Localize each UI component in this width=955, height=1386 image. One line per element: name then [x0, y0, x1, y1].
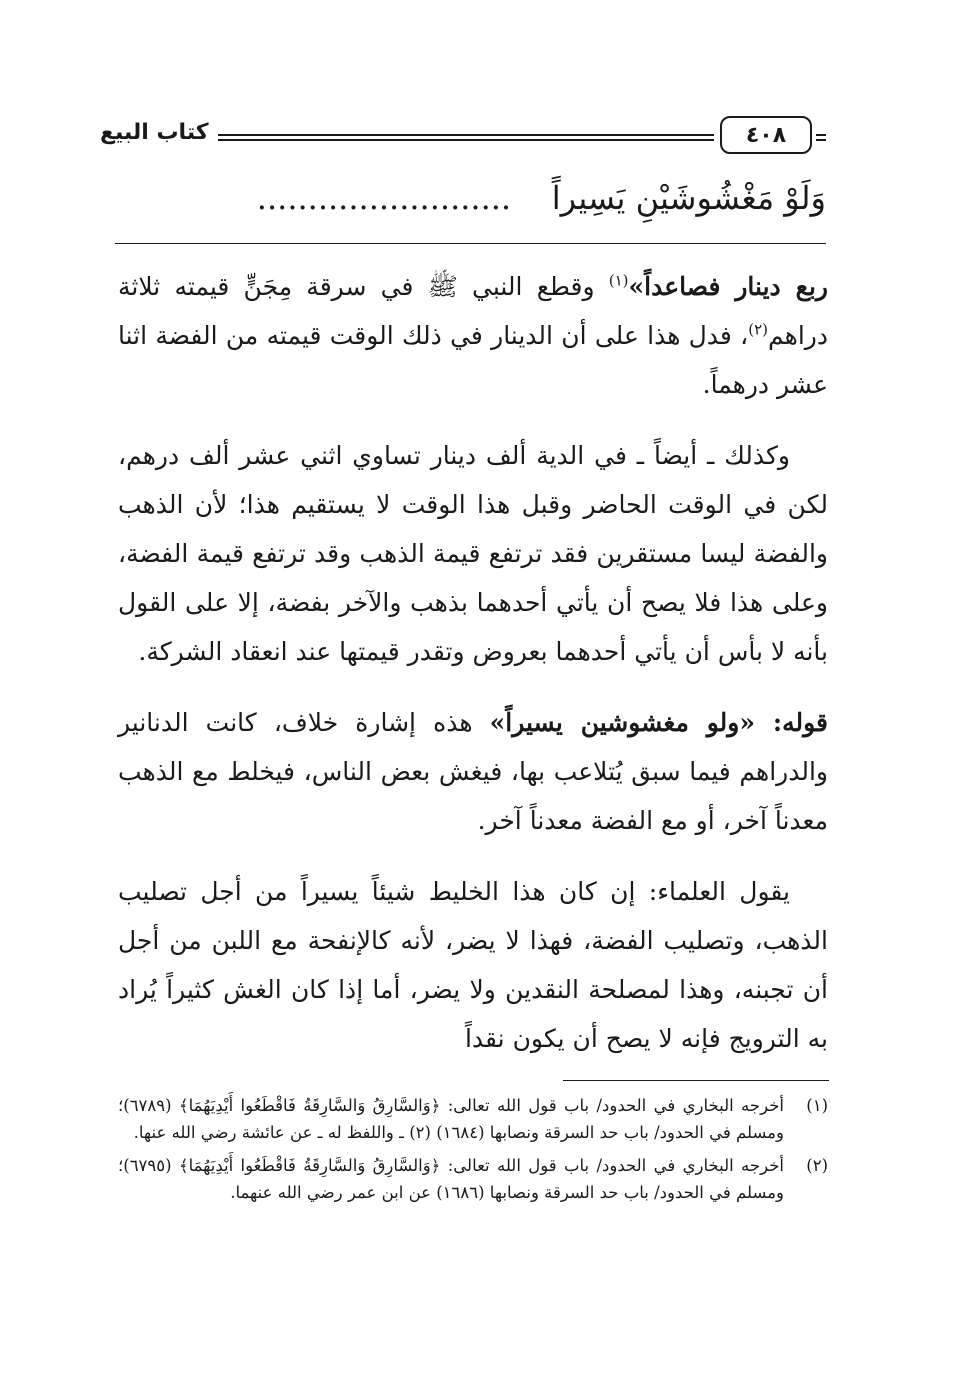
header-rule-right-bottom — [816, 139, 826, 141]
matn-line — [110, 172, 826, 224]
matn-text: وَلَوْ مَغْشُوشَيْنِ يَسِيراً — [551, 179, 826, 217]
paragraph-3-text: هذه إشارة خلاف، كانت الدنانير والدراهم فيما سبق يُتلاعب بها، فيغش بعض الناس، فيخلط مع الذهب معدناً آخر، أو مع الفضة معدناً آخر. — [118, 708, 828, 835]
paragraph-1 — [118, 262, 828, 409]
running-header — [100, 116, 826, 162]
paragraph-3 — [118, 698, 828, 845]
footnote-1 — [118, 1092, 828, 1146]
footnote-number: (٢) — [806, 1156, 828, 1175]
paragraph-1-mid: وقطع النبي ﷺ في سرقة مِجَنٍّ قيمته ثلاثة دراهم — [118, 272, 828, 350]
footnotes — [118, 1092, 828, 1212]
paragraph-1-end: ، فدل هذا على أن الدينار في ذلك الوقت قيمته من الفضة اثنا عشر درهماً. — [118, 321, 828, 399]
paragraph-4: يقول العلماء: إن كان هذا الخليط شيئاً يسيراً من أجل تصليب الذهب، وتصليب الفضة، فهذا لا يضر، لأنه كالإنفحة مع اللبن من أجل أن تجبنه، وهذا لمصلحة النقدين ولا يضر، أما إذا كان الغش كثيراً يُراد به الترويج فإنه لا يصح أن يكون نقداً — [118, 877, 828, 1053]
book-title: كتاب البيع — [100, 120, 209, 145]
matn-dots: ......................... — [256, 179, 512, 217]
body-text — [118, 262, 828, 1085]
header-rule-left-bottom — [218, 139, 714, 141]
quote-end: ربع دينار فصاعداً» — [628, 272, 828, 301]
footnote-2 — [118, 1152, 828, 1206]
footnote-text: أخرجه البخاري في الحدود/ باب قول الله تعالى: ﴿وَالسَّارِقُ وَالسَّارِقَةُ فَاقْطَعُوا أَيْدِيَهُمَا﴾ (٦٧٩٥)؛ ومسلم في الحدود/ باب حد السرقة ونصابها (١٦٨٦) عن ابن عمر رضي الله عنهما. — [118, 1156, 784, 1202]
commentary-heading: قوله: «ولو مغشوشين يسيراً» — [489, 708, 828, 737]
paragraph-2: وكذلك ـ أيضاً ـ في الدية ألف دينار تساوي اثني عشر ألف درهم، لكن في الوقت الحاضر وقبل هذا الوقت لا يستقيم هذا؛ لأن الذهب والفضة ليسا مستقرين فقد ترتفع قيمة الذهب وقد ترتفع قيمة الفضة، وعلى هذا فلا يصح أن يأتي أحدهما بذهب والآخر بفضة، إلا على القول بأنه لا بأس أن يأتي أحدهما بعروض وتقدر قيمتها عند انعقاد الشركة. — [118, 441, 828, 666]
footnote-separator — [563, 1080, 829, 1081]
header-rule-left-top — [218, 134, 714, 136]
page-number-box — [720, 116, 812, 154]
matn-separator — [115, 243, 826, 244]
page-number: ٤٠٨ — [745, 122, 787, 148]
footnote-text: أخرجه البخاري في الحدود/ باب قول الله تعالى: ﴿وَالسَّارِقُ وَالسَّارِقَةُ فَاقْطَعُوا أَيْدِيَهُمَا﴾ (٦٧٨٩)؛ ومسلم في الحدود/ باب حد السرقة ونصابها (١٦٨٤) (٢) ـ واللفظ له ـ عن عائشة رضي الله عنها. — [118, 1096, 784, 1142]
footnote-number: (١) — [806, 1096, 828, 1115]
footnote-ref-2: (٢) — [748, 320, 769, 339]
header-rule-right-top — [816, 134, 826, 136]
footnote-ref-1: (١) — [608, 271, 629, 290]
